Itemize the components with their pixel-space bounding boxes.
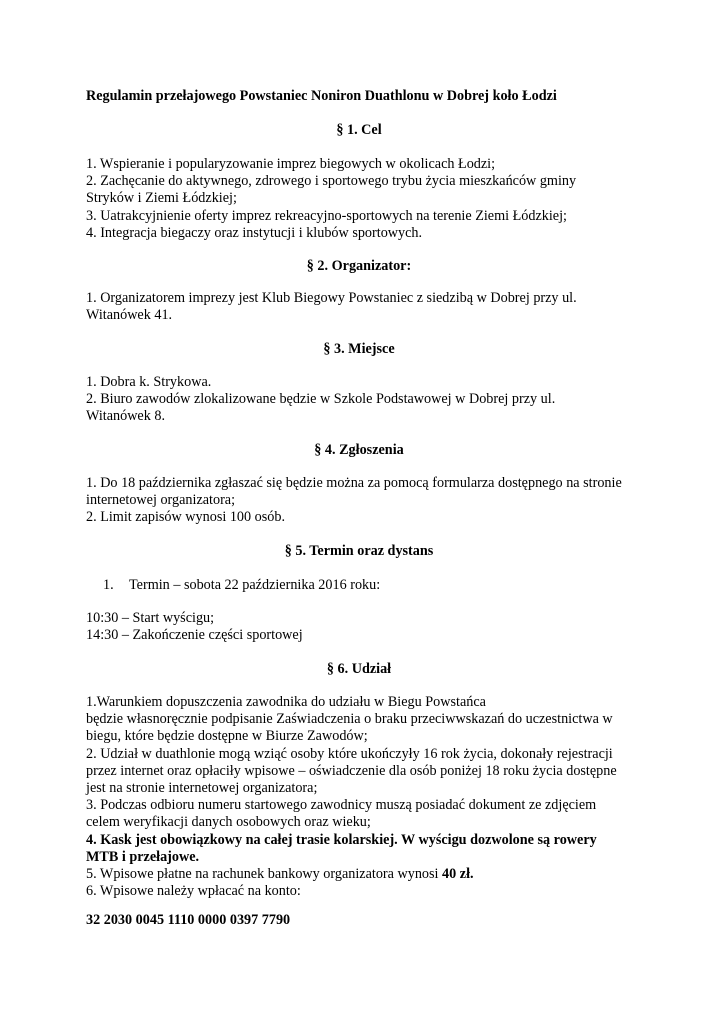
section-2-line: Witanówek 41. <box>86 307 173 324</box>
section-2-body <box>86 290 646 324</box>
section-6-body <box>86 694 646 900</box>
section-6-line: przez internet oraz opłaciły wpisowe – oświadczenie dla osób poniżej 18 roku życia dostępne <box>86 762 617 779</box>
section-5-body <box>86 610 646 644</box>
section-4-line: internetowej organizatora; <box>86 492 236 509</box>
helmet-rule-line: MTB i przełajowe. <box>86 848 200 865</box>
section-1-line: 1. Wspieranie i popularyzowanie imprez biegowych w okolicach Łodzi; <box>86 156 496 172</box>
section-6-line: będzie własnoręcznie podpisanie Zaświadczenia o braku przeciwwskazań do uczestnictwa w <box>86 711 613 728</box>
section-6-line: jest na stronie internetowej organizatora; <box>86 780 318 797</box>
section-1-line: 4. Integracja biegaczy oraz instytucji i klubów sportowych. <box>86 224 423 241</box>
section-4-body <box>86 475 646 527</box>
section-6-line: biegu, które będzie dostępne w Biurze Zawodów; <box>86 728 368 745</box>
section-4-line: 1. Do 18 października zgłaszać się będzie można za pomocą formularza dostępnego na stronie <box>86 475 622 491</box>
section-3-heading: § 3. Miejsce <box>323 341 395 357</box>
entry-fee-amount: 40 zł. <box>442 866 474 883</box>
section-6-line: 2. Udział w duathlonie mogą wziąć osoby które ukończyły 16 rok życia, dokonały rejestracji <box>86 745 613 762</box>
section-3-line: 1. Dobra k. Strykowa. <box>86 374 212 390</box>
section-1-body <box>86 156 646 242</box>
document-title: Regulamin przełajowego Powstaniec Noniron Duathlonu w Dobrej koło Łodzi <box>86 88 557 104</box>
section-6-line: celem weryfikacji danych osobowych oraz wieku; <box>86 814 371 831</box>
section-1-heading: § 1. Cel <box>336 122 382 138</box>
entry-fee-line <box>86 866 646 883</box>
account-intro-line: 6. Wpisowe należy wpłacać na konto: <box>86 883 301 900</box>
section-5-heading: § 5. Termin oraz dystans <box>284 543 434 559</box>
section-3-body <box>86 374 646 426</box>
section-5-list-item <box>103 577 380 594</box>
section-2-line: 1. Organizatorem imprezy jest Klub Biegowy Powstaniec z siedzibą w Dobrej przy ul. <box>86 290 577 306</box>
section-6-heading: § 6. Udział <box>326 661 392 677</box>
section-5-line: 14:30 – Zakończenie części sportowej <box>86 627 303 644</box>
helmet-rule-line: 4. Kask jest obowiązkowy na całej trasie kolarskiej. W wyścigu dozwolone są rowery <box>86 831 597 848</box>
section-2-heading: § 2. Organizator: <box>306 258 412 274</box>
list-number: 1. <box>103 577 114 593</box>
section-6-line: 3. Podczas odbioru numeru startowego zawodnicy muszą posiadać dokument ze zdjęciem <box>86 797 597 814</box>
section-3-line: 2. Biuro zawodów zlokalizowane będzie w Szkole Podstawowej w Dobrej przy ul. <box>86 391 556 408</box>
entry-fee-text: 5. Wpisowe płatne na rachunek bankowy organizatora wynosi <box>86 866 443 883</box>
list-item-text: Termin – sobota 22 października 2016 roku: <box>129 577 381 593</box>
section-1-line: Stryków i Ziemi Łódzkiej; <box>86 190 237 207</box>
section-3-line: Witanówek 8. <box>86 408 166 425</box>
section-6-line: 1.Warunkiem dopuszczenia zawodnika do udziału w Biegu Powstańca <box>86 694 486 710</box>
section-5-line: 10:30 – Start wyścigu; <box>86 610 215 626</box>
bank-account-number: 32 2030 0045 1110 0000 0397 7790 <box>86 912 291 928</box>
section-4-line: 2. Limit zapisów wynosi 100 osób. <box>86 509 286 526</box>
section-4-heading: § 4. Zgłoszenia <box>314 442 404 458</box>
section-1-line: 2. Zachęcanie do aktywnego, zdrowego i sportowego trybu życia mieszkańców gminy <box>86 173 577 190</box>
section-1-line: 3. Uatrakcyjnienie oferty imprez rekreacyjno-sportowych na terenie Ziemi Łódzkiej; <box>86 207 567 224</box>
